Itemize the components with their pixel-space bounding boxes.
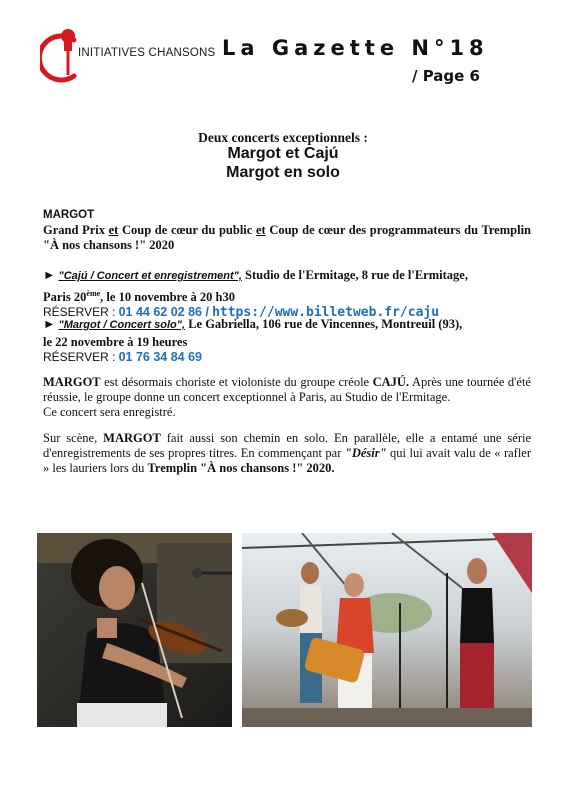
- event2-title: "Margot / Concert solo",: [58, 319, 186, 331]
- para1-text-a: est désormais choriste et violoniste du groupe créole: [104, 375, 370, 389]
- event1-phone[interactable]: 01 44 62 02 86 /: [118, 305, 209, 320]
- gazette-title: La Gazette N°18: [222, 36, 489, 60]
- para1-band: CAJÚ.: [372, 375, 410, 389]
- article-title-line2: Margot en solo: [226, 164, 340, 181]
- paragraph-solo: [43, 431, 531, 476]
- band-image: [242, 533, 532, 727]
- event2-reserve: [43, 350, 531, 365]
- event-caju: [43, 268, 531, 320]
- para1-text-b: Après une tournée d'été réussie, le groupe donne un concert exceptionnel à Paris, au Studio de l'Ermitage.: [43, 375, 531, 404]
- reserve-label: RÉSERVER :: [43, 350, 116, 364]
- event1-date-sup: ème: [86, 289, 101, 298]
- event1-line1: [43, 268, 531, 284]
- event1-ticket-link[interactable]: https://www.billetweb.fr/caju: [212, 305, 440, 321]
- para2-text-c: qui lui avait valu de « rafler » les lauriers lors du: [43, 446, 532, 475]
- event1-date-b: , le 10 novembre à 20 h30: [100, 290, 236, 305]
- para2-tremplin: Tremplin "À nos chansons !" 2020.: [147, 461, 335, 475]
- award-public: Coup de cœur du public: [121, 223, 253, 237]
- event-solo: [43, 317, 531, 365]
- conjunction: et: [108, 223, 119, 237]
- para1-name: MARGOT: [43, 375, 101, 389]
- event1-date: [43, 286, 531, 305]
- page-number: / Page 6: [412, 67, 480, 85]
- event2-venue: Le Gabriella, 106 rue de Vincennes, Montreuil (93),: [188, 317, 463, 331]
- awards-text: [43, 223, 531, 253]
- event2-phone[interactable]: 01 76 34 84 69: [118, 350, 203, 364]
- artist-name: MARGOT: [43, 209, 95, 221]
- margot-violin-photo: [37, 533, 232, 727]
- article-title-line1: Margot et Cajú: [227, 145, 339, 162]
- event1-date-a: Paris 20: [43, 290, 87, 305]
- event2-date: le 22 novembre à 19 heures: [43, 335, 188, 349]
- caju-band-photo: [242, 533, 532, 727]
- logo-text: INITIATIVES CHANSONS: [78, 47, 216, 59]
- event1-title: "Cajú / Concert et enregistrement",: [58, 270, 242, 282]
- arrow-right-icon: ►: [43, 268, 56, 282]
- para2-text-a: Sur scène,: [43, 431, 98, 445]
- para1-text-c: Ce concert sera enregistré.: [43, 405, 176, 419]
- event1-venue: Studio de l'Ermitage, 8 rue de l'Ermitage,: [245, 268, 468, 282]
- arrow-right-icon: ►: [43, 317, 56, 331]
- event2-line1: [43, 317, 531, 333]
- violinist-image: [37, 533, 232, 727]
- para2-song: "Désir": [344, 446, 387, 460]
- conjunction: et: [255, 223, 266, 237]
- article-kicker: Deux concerts exceptionnels :: [198, 130, 368, 145]
- award-grand-prix: Grand Prix: [43, 223, 105, 237]
- paragraph-caju: [43, 375, 531, 420]
- para2-text-b: fait aussi son chemin en solo. En parallèle, elle a entamé une série d'enregistrements de ses propres titres. En commençant par: [43, 431, 532, 460]
- intro-block: [43, 208, 531, 253]
- para2-name: MARGOT: [103, 431, 161, 445]
- reserve-label: RÉSERVER :: [43, 305, 116, 320]
- award-programmers: Coup de cœur des programmateurs du Tremplin "À nos chansons !" 2020: [43, 223, 531, 252]
